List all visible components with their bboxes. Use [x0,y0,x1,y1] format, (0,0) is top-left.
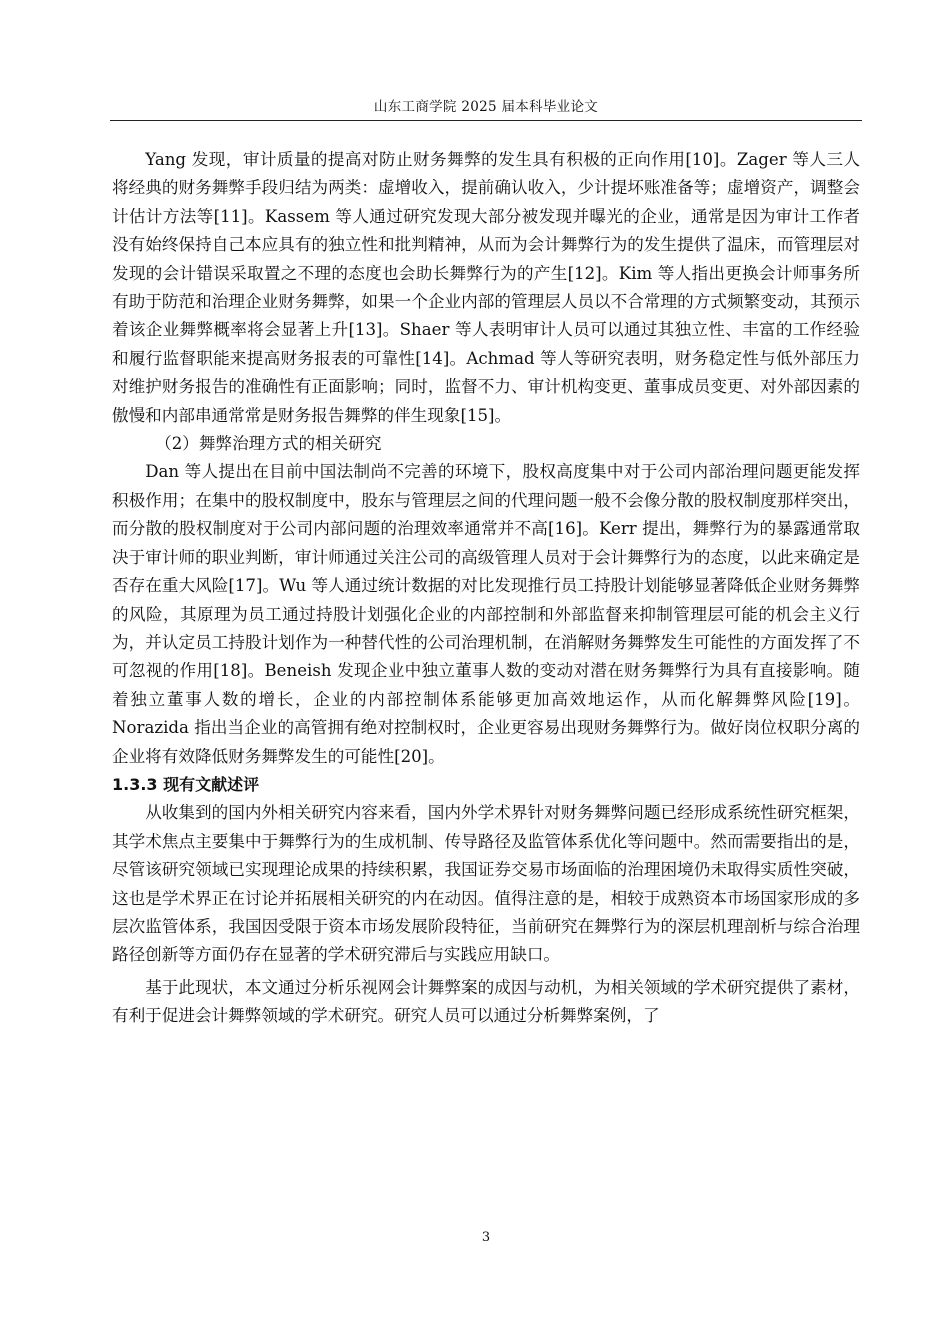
paragraph-fraud-causes: Yang 发现，审计质量的提高对防止财务舞弊的发生具有积极的正向作用[10]。Zager 等人三人将经典的财务舞弊手段归结为两类：虚增收入，提前确认收入，少计提坏账准备等；虚增资产，调整会计估计方法等[11]。Kassem 等人通过研究发现大部分被发现并曝光的企业，通常是因为审计工作者没有始终保持自己本应具有的独立性和批判精神，从而为会计舞弊行为的发生提供了温床，而管理层对发现的会计错误采取置之不理的态度也会助长舞弊行为的产生[12]。Kim 等人指出更换会计师事务所有助于防范和治理企业财务舞弊，如果一个企业内部的管理层人员以不合常理的方式频繁变动，其预示着该企业舞弊概率将会显著上升[13]。Shaer 等人表明审计人员可以通过其独立性、丰富的工作经验和履行监督职能来提高财务报表的可靠性[14]。Achmad 等人等研究表明，财务稳定性与低外部压力对维护财务报告的准确性有正面影响；同时，监督不力、审计机构变更、董事成员变更、对外部因素的傲慢和内部串通常常是财务报告舞弊的伴生现象[15]。 [112,150,860,425]
paragraph-review: 从收集到的国内外相关研究内容来看，国内外学术界针对财务舞弊问题已经形成系统性研究框架，其学术焦点主要集中于舞弊行为的生成机制、传导路径及监管体系优化等问题中。然而需要指出的是，尽管该研究领域已实现理论成果的持续积累，我国证券交易市场面临的治理困境仍未取得实质性突破，这也是学术界正在讨论并拓展相关研究的内在动因。值得注意的是，相较于成熟资本市场国家形成的多层次监管体系，我国因受限于资本市场发展阶段特征，当前研究在舞弊行为的深层机理剖析与综合治理路径创新等方面仍存在显著的学术研究滞后与实践应用缺口。 [112,803,860,965]
page-number: 3 [481,1230,491,1245]
paragraph-current-status: 基于此现状，本文通过分析乐视网会计舞弊案的成因与动机，为相关领域的学术研究提供了素材，有利于促进会计舞弊领域的学术研究。研究人员可以通过分析舞弊案例，了 [112,977,860,1026]
paragraph-governance: Dan 等人提出在目前中国法制尚不完善的环境下，股权高度集中对于公司内部治理问题更能发挥积极作用；在集中的股权制度中，股东与管理层之间的代理问题一般不会像分散的股权制度那样突出，而分散的股权制度对于公司内部问题的治理效率通常并不高[16]。Kerr 提出，舞弊行为的暴露通常取决于审计师的职业判断，审计师通过关注公司的高级管理人员对于会计舞弊行为的态度，以此来确定是否存在重大风险[17]。Wu 等人通过统计数据的对比发现推行员工持股计划能够显著降低企业财务舞弊的风险，其原理为员工通过持股计划强化企业的内部控制和外部监督来抑制管理层可能的机会主义行为，并认定员工持股计划作为一种替代性的公司治理机制，在消解财务舞弊发生可能性的方面发挥了不可忽视的作用[18]。Beneish 发现企业中独立董事人数的变动对潜在财务舞弊行为具有直接影响。随着独立董事人数的增长，企业的内部控制体系能够更加高效地运作，从而化解舞弊风险[19]。Norazida 指出当企业的高管拥有绝对控制权时，企业更容易出现财务舞弊行为。做好岗位权职分离的企业将有效降低财务舞弊发生的可能性[20]。 [112,462,860,766]
subheading-governance: （2）舞弊治理方式的相关研究 [155,434,382,454]
header-rule [110,120,862,121]
section-heading-review: 1.3.3 现有文献述评 [112,774,260,794]
running-header: 山东工商学院 2025 届本科毕业论文 [373,99,599,115]
body-text [112,146,860,1031]
